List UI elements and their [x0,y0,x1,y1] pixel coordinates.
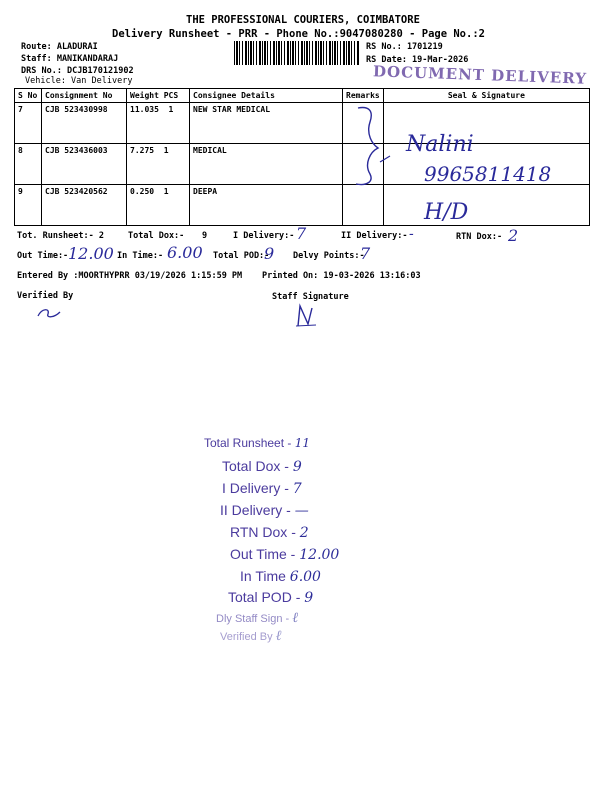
in-time-label: In Time:- [117,251,164,261]
tot-runsheet: Tot. Runsheet:- 2 [17,231,104,241]
total-dox-value: 9 [202,231,208,241]
runsheet-subtitle: Delivery Runsheet - PRR - Phone No.:9047080280 - Page No.:2 [112,28,485,40]
cell-consignee: MEDICAL [190,144,343,185]
cell-consignee: NEW STAR MEDICAL [190,103,343,144]
drs-label: DRS No.: DCJB170121902 [21,66,134,76]
out-time-label: Out Time:- [17,251,69,261]
company-title: THE PROFESSIONAL COURIERS, COIMBATORE [186,14,420,26]
delvy-points-label: Delvy Points:- [293,251,365,261]
stamp-line-total-runsheet: Total Runsheet - 11 [204,436,311,450]
table-row [15,103,590,144]
cell-consignee: DEEPA [190,185,343,226]
cell-sno: 7 [15,103,42,144]
cell-remarks [343,185,384,226]
total-pod-label: Total POD:- [213,251,270,261]
col-remarks: Remarks [343,89,384,103]
stamp-line-ii-delivery: II Delivery - — [220,502,309,519]
stamp-line-rtn-dox: RTN Dox - 2 [230,524,309,541]
stamp-line-total-pod: Total POD - 9 [228,589,314,606]
total-pod-value: 9 [264,244,275,263]
cell-consignment: CJB 523436003 [42,144,127,185]
stamp-summary-block [200,434,360,644]
col-consignee: Consignee Details [190,89,343,103]
document-delivery-stamp: DOCUMENT DELIVERY [372,62,588,88]
total-dox-label: Total Dox:- [128,231,185,241]
delvy-points-value: 7 [360,244,371,263]
staff-signature-label: Staff Signature [272,292,349,302]
hd-handwritten: H/D [424,200,469,225]
vehicle-label: Vehicle: Van Delivery [25,76,133,86]
stamp-line-out-time: Out Time - 12.00 [230,546,340,563]
ii-delivery-label: II Delivery:- [341,231,408,241]
barcode [234,41,360,65]
staff-signature-mark [292,302,320,330]
cell-seal [383,185,589,226]
rs-no-label: RS No.: 1701219 [366,42,443,52]
handwritten-brace-mark [340,100,400,190]
recipient-phone-handwritten: 9965811418 [424,162,552,186]
stamp-line-total-dox: Total Dox - 9 [222,458,302,475]
rtn-dox-label: RTN Dox:- [456,232,503,242]
stamp-line-verified: Verified By ℓ [220,628,282,644]
cell-sno: 8 [15,144,42,185]
stamp-line-i-delivery: I Delivery - 7 [222,480,302,497]
cell-weight-pcs: 7.275 1 [127,144,190,185]
runsheet-table [14,88,590,226]
col-weight: Weight PCS [127,89,190,103]
in-time-value: 6.00 [167,243,203,262]
col-seal-signature: Seal & Signature [383,89,589,103]
recipient-name-handwritten: Nalini [406,132,474,157]
table-header-row [15,89,590,103]
staff-label: Staff: MANIKANDARAJ [21,54,119,64]
cell-sno: 9 [15,185,42,226]
col-consignment: Consignment No [42,89,127,103]
rs-date-label: RS Date: 19-Mar-2026 [366,55,469,65]
col-sno: S No [15,89,42,103]
route-label: Route: ALADURAI [21,42,98,52]
cell-consignment: CJB 523420562 [42,185,127,226]
cell-weight-pcs: 0.250 1 [127,185,190,226]
verified-by-label: Verified By [17,291,74,301]
verified-signature [34,304,64,322]
cell-weight-pcs: 11.035 1 [127,103,190,144]
stamp-line-in-time: In Time 6.00 [240,568,321,585]
ii-delivery-value: - [409,226,414,242]
out-time-value: 12.00 [68,244,114,263]
i-delivery-value: 7 [296,224,307,243]
stamp-line-staff-sign: Dly Staff Sign - ℓ [216,610,299,626]
i-delivery-label: I Delivery:- [233,231,295,241]
entered-by: Entered By :MOORTHYPRR 03/19/2026 1:15:59 PM [17,271,243,281]
table-row [15,185,590,226]
cell-consignment: CJB 523430998 [42,103,127,144]
rtn-dox-value: 2 [508,226,519,245]
printed-on: Printed On: 19-03-2026 13:16:03 [262,271,421,281]
